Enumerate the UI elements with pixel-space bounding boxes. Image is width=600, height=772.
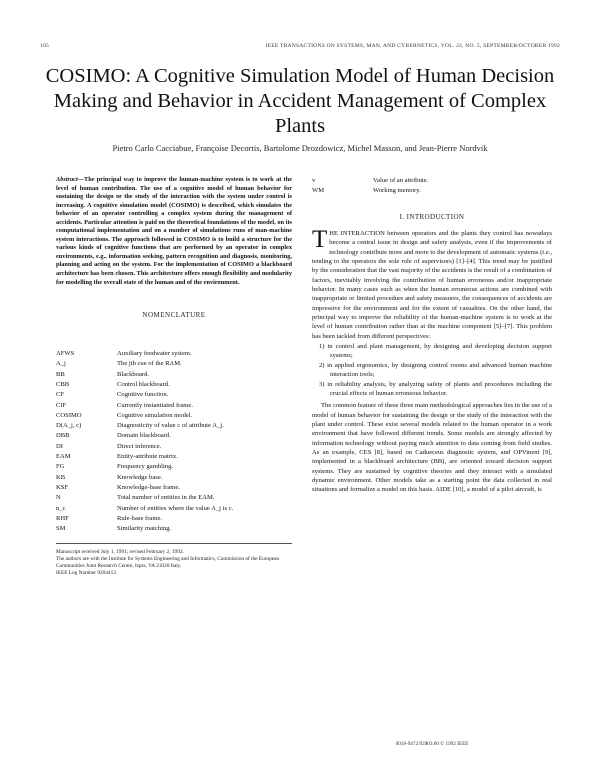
perspectives-list	[312, 342, 552, 398]
nomenclature-symbol: v	[312, 177, 316, 184]
nomenclature-definition: Knowledge base.	[117, 473, 163, 481]
list-item: 1) in control and plant management, by designing and developing decision support systems;	[319, 343, 552, 360]
nomenclature-symbol: CIF	[56, 401, 67, 409]
nomenclature-symbol: COSIMO	[56, 411, 82, 419]
nomenclature-definition: Domain blackboard.	[117, 432, 171, 440]
nomenclature-definition: Blackboard.	[117, 370, 150, 378]
nomenclature-definition: Cognitive function.	[117, 391, 169, 399]
nomenclature-definition: Control blackboard.	[117, 381, 170, 388]
nomenclature-definition: Working memory.	[373, 186, 421, 194]
running-header	[40, 40, 560, 52]
nomenclature-symbol: N	[56, 494, 61, 502]
nomenclature-row	[56, 401, 292, 411]
nomenclature-symbol: A_j	[56, 360, 66, 368]
nomenclature-definition: Total number of entities in the EAM.	[117, 494, 215, 502]
nomenclature-row	[56, 411, 292, 421]
nomenclature-row	[56, 452, 292, 462]
nomenclature-list	[56, 349, 292, 534]
footnote-line: Manuscript received July 1, 1991; revised February 2, 1992.	[56, 549, 184, 556]
intro-paragraph	[312, 226, 552, 341]
nomenclature-symbol: AFWS	[56, 350, 75, 358]
footnote	[56, 543, 292, 577]
nomenclature-row	[56, 524, 292, 534]
drop-cap: T	[312, 226, 328, 253]
nomenclature-row	[56, 349, 292, 359]
nomenclature-symbol: WM	[312, 186, 325, 194]
nomenclature-definition: Frequency gambling.	[117, 463, 174, 471]
nomenclature-row	[56, 380, 292, 390]
paper-title: COSIMO: A Cognitive Simulation Model of Human Decision Making and Behavior in Accident Management of Complex Plants	[45, 65, 555, 137]
abstract	[56, 176, 292, 287]
nomenclature-symbol: SM	[56, 525, 66, 533]
section-heading-introduction: I. INTRODUCTION	[399, 213, 465, 221]
journal-name: IEEE TRANSACTIONS ON SYSTEMS, MAN, AND CYBERNETICS, VOL. 22, NO. 5, SEPTEMBER/OCTOBER 1992	[265, 43, 560, 49]
nomenclature-symbol: n_c	[56, 504, 66, 512]
nomenclature-symbol: KSF	[56, 483, 69, 491]
nomenclature-row	[56, 431, 292, 441]
nomenclature-definition: The jth cue of the RAM.	[117, 360, 182, 368]
nomenclature-row	[56, 483, 292, 493]
nomenclature-definition: Currently instantiated frame.	[117, 401, 193, 409]
nomenclature-row	[312, 176, 552, 186]
list-item: 2) in applied ergonomics, by designing control rooms and advanced human machine interaction tools;	[319, 361, 552, 379]
footnote-line: The authors are with the Institute for Systems Engineering and Informatics, Commission of the European Communities Joint Research Centre, Ispra, VA 21020 Italy.	[56, 556, 280, 570]
copyright-line: 0018-9472/92$03.00 © 1992 IEEE	[395, 741, 469, 747]
nomenclature-row	[56, 359, 292, 369]
nomenclature-definition: Diagnosticity of value c of attribute A_j.	[117, 422, 224, 430]
nomenclature-definition: Rule-base frame.	[117, 514, 163, 522]
nomenclature-row	[56, 462, 292, 472]
nomenclature-row	[56, 370, 292, 380]
nomenclature-symbol: BB	[56, 370, 65, 378]
nomenclature-symbol: CBB	[56, 381, 70, 388]
nomenclature-row	[56, 390, 292, 400]
abstract-text: The principal way to improve the human-machine system is to work at the level of human contribution. The use of a cognitive model of human behavior for sustaining the design or the study of the interaction with the system under control is increasing. A cognitive simulation model (COSIMO) is described, which simulates the behavior of an operator controlling a complex system during the management of accidents. Particular attention is paid on the theoretical foundations of the model, on its computational implementation and on a number of simulations runs of man-machine system interactions. The approach followed in COSIMO is to build a structure for the various kinds of cognitive functions that are performed by an operator in complex environments, e.g., information seeking, pattern recognition and diagnosis, monitoring, planning and acting on the system. For the implementation of COSIMO a blackboard architecture has been chosen. This architecture offers enough flexibility and modularity for modelling the overall state of the human and of the environment.	[56, 176, 292, 286]
nomenclature-continued	[312, 176, 552, 195]
nomenclature-row	[312, 186, 552, 196]
nomenclature-symbol: FG	[56, 463, 65, 471]
nomenclature-definition: Similarity matching.	[117, 525, 172, 533]
nomenclature-row	[56, 504, 292, 514]
author-list: Pietro Carlo Cacciabue, Françoise Decortis, Bartolome Drozdowicz, Michel Masson, and Jean-Pierre Nordvik	[112, 143, 488, 153]
nomenclature-definition: Cognitive simulation model.	[117, 411, 193, 419]
nomenclature-definition: Auxiliary feedwater system.	[117, 350, 192, 358]
nomenclature-row	[56, 514, 292, 524]
nomenclature-symbol: DBB	[56, 432, 70, 440]
nomenclature-symbol: RHF	[56, 514, 69, 522]
nomenclature-heading: NOMENCLATURE	[142, 311, 206, 320]
nomenclature-definition: Value of an attribute.	[373, 177, 429, 184]
page-number: 105	[40, 43, 49, 49]
nomenclature-symbol: CF	[56, 391, 65, 399]
nomenclature-definition: Direct inference.	[117, 442, 162, 450]
intro-paragraph-2: The common feature of these three main methodological approaches lies in the use of a model of human behavior for sustaining the design or the study of the interaction with the plant under control. These exist several models related to the human operator in a work environment that have followed different trends. Some models are strongly affected by information technology without paying much attention to data coming from field studies. As an example, CES [8], based on Cadueceus diagnostic system, and OPVinent [9], implemented in a blackboard architecture (BB), are oriented toward decision support systems. They are sustained by cognitive theories and they interact with a simulated dynamic environment. Other models take as a starting point the data collected in real situations and formalize a model on this basis. AIDE [10], a model of a pilot aircraft, is	[312, 402, 552, 494]
right-column	[312, 176, 552, 495]
abstract-lead: Abstract—	[56, 176, 84, 183]
nomenclature-symbol: D(A_j, c)	[56, 422, 82, 430]
footnote-line: IEEE Log Number 9204412.	[56, 570, 118, 577]
nomenclature-row	[56, 421, 292, 431]
nomenclature-definition: Entity-attribute matrix.	[117, 453, 178, 461]
nomenclature-row	[56, 473, 292, 483]
nomenclature-symbol: EAM	[56, 453, 71, 461]
left-column	[56, 176, 292, 577]
nomenclature-row	[56, 493, 292, 503]
nomenclature-symbol: DI	[56, 442, 63, 450]
nomenclature-definition: Knowledge-base frame.	[117, 483, 180, 491]
nomenclature-symbol: KB	[56, 473, 66, 481]
list-item: 3) in reliability analysis, by analyzing safety of plants and procedures including the crucial effects of human erroneous behavior.	[319, 380, 552, 397]
nomenclature-row	[56, 442, 292, 452]
intro-paragraph-text: HE INTERACTION between operators and the plants they control has nowadays become a central issue in design and safety analysis, even if the improvements of technology contribute more and more to the development of automatic systems (i.e., tending to the operators the sole role of supervisors) [1]–[4]. This trend may be justified by the consideration that the vast majority of the accidents is the result of a combination of factors, inevitably involving the contribution of human erroneous and/or inappropriate behavior. In many cases such as when the human erroneous actions are combined with inappropriate or limited procedure and safety measures, the consequences of accidents are impressive for the environment and for the extent of casualties. On the other hand, the principal way to improve the reliability of the human-machine system is to work at the level of human contribution rather than at the machine component [5]–[7]. This problem has been tackled from different perspectives:	[312, 230, 552, 340]
nomenclature-definition: Number of entities where the value A_j is c.	[117, 504, 234, 512]
